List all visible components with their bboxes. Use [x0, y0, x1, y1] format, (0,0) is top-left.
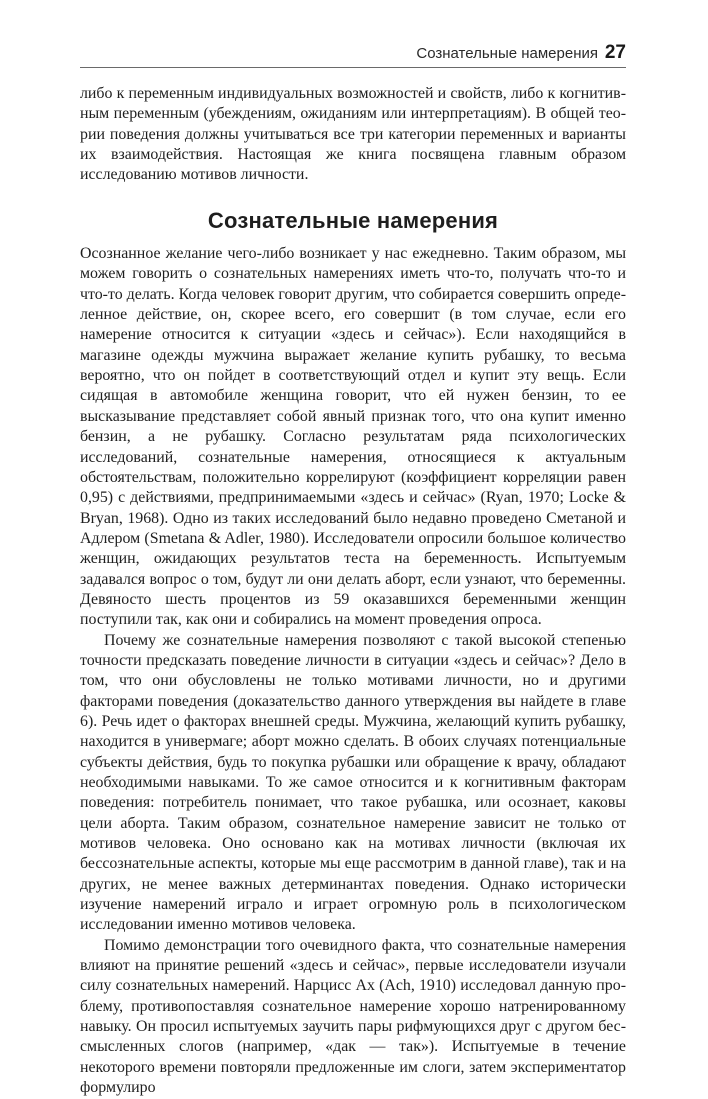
paragraph: Помимо демонстрации того очевидного факта, что сознательные намерения влияют на принятие решений «здесь и сейчас», первые исследователи изучали силу сознательных намерений. Нарцисс Ах (Ach, 1910) исследовал данную проблему, противопоставляя сознательное намерение хорошо натренированному навыку. Он просил испытуемых заучить пары рифмующихся друг с другом бессмысленных слогов (например, «дак — так»). Испытуемые в течение некоторого времени повторяли предложенные им слоги, затем экспериментатор формулиро — [80, 936, 626, 1097]
paragraph: Осознанное желание чего-либо возникает у нас ежедневно. Таким образом, мы можем говорить о сознательных намерениях иметь что-то, получать что-то и что-то делать. Когда человек говорит другим, что собирается совершить определенное действие, он, скорее всего, его совершит (в том случае, если его намерение относится к ситуации «здесь и сейчас»). Если находящийся в магазине одежды мужчина выражает желание купить рубашку, то весьма вероятно, что он пойдет в соответствующий отдел и купит эту вещь. Если сидящая в автомобиле женщина говорит, что ей нужен бензин, то ее высказывание представляет собой явный признак того, что она купит именно бензин, а не рубашку. Согласно результатам ряда психологических исследований, сознательные намерения, относящиеся к актуальным обстоятельствам, положительно коррелируют (коэффициент корреляции равен 0,95) с действиями, предпринимаемыми «здесь и сейчас» (Ryan, 1970; Locke & Bryan, 1968). Одно из таких исследований было недавно проведено Сметаной и Адлером (Smetana & Adler, 1980). Исследователи опросили большое количество женщин, ожидающих результатов теста на беременность. Испытуемым задавался вопрос о том, будут ли они делать аборт, если узнают, что беременны. Девяносто шесть процентов из 59 оказавшихся беременными женщин поступили так, как они и собирались на момент проведения опроса. — [80, 245, 626, 629]
paragraph: Почему же сознательные намерения позволяют с такой высокой степенью точности предсказать поведение личности в ситуации «здесь и сейчас»? Дело в том, что они обусловлены не только мотивами личности, но и другими факторами поведения (доказательство данного утверждения вы найдете в главе 6). Речь идет о факторах внешней среды. Мужчина, желающий купить рубашку, находится в универмаге; аборт можно сделать. В обоих случаях потенциальные субъекты действия, будь то покупка рубашки или обращение к врачу, обладают необходимыми навыками. То же самое относится и к когнитивным факторам поведения: потребитель понимает, что такое рубашка, или осознает, каковы цели аборта. Таким образом, сознательное намерение зависит не только от мотивов человека. Оно основано как на мотивах личности (включая их бессознательные аспекты, которые мы еще рассмотрим в данной главе), так и на других, не менее важных детерминантах поведения. Однако исторически изучение намерений играло и играет огромную роль в психологическом исследовании именно мотивов человека. — [80, 631, 626, 934]
running-header — [80, 37, 626, 68]
paragraph-continued: либо к переменным индивидуальных возможностей и свойств, либо к когнитивным переменным (убеждениям, ожиданиям или интерпретациям). В общей теории поведения должны учитываться все три категории переменных и варианты их взаимодействия. Настоящая же книга посвящена главным образом исследованию мотивов личности. — [80, 85, 626, 184]
section-heading: Сознательные намерения — [207, 207, 499, 233]
running-header-title: Сознательные намерения — [416, 45, 598, 62]
page-number: 27 — [604, 42, 626, 63]
page-body — [80, 84, 626, 1099]
